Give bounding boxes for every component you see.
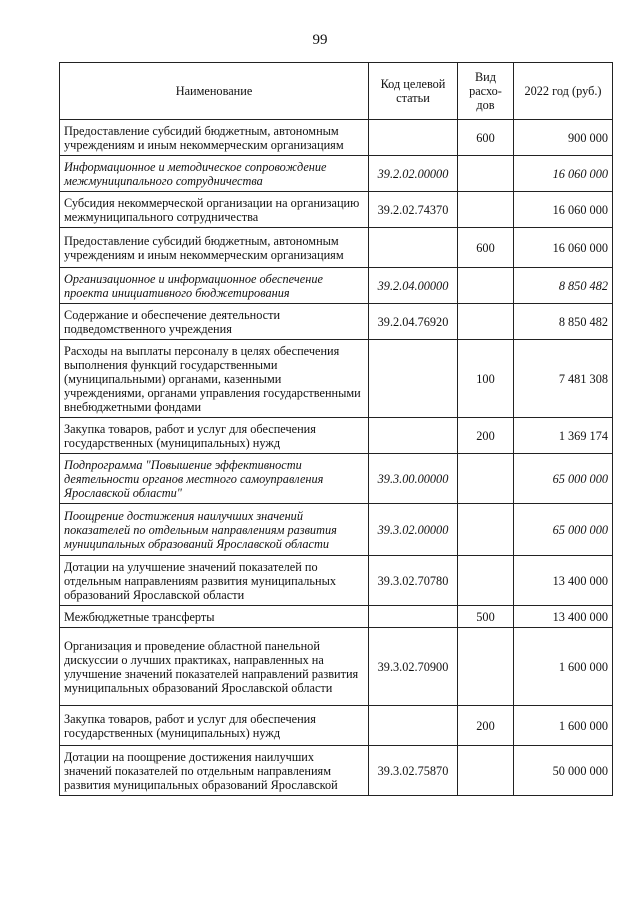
row-expense-type-cell [458, 504, 514, 556]
table-row [60, 606, 613, 628]
row-name-cell: Информационное и методическое сопровождение межмуниципального сотрудничества [60, 156, 369, 192]
row-name-cell: Субсидия некоммерческой организации на организацию межмуниципального сотрудничества [60, 192, 369, 228]
row-expense-type-cell: 200 [458, 418, 514, 454]
row-amount-cell: 65 000 000 [514, 504, 613, 556]
row-code-cell: 39.3.00.00000 [369, 454, 458, 504]
table-header-row [60, 63, 613, 120]
row-name-cell: Подпрограмма "Повышение эффективности деятельности органов местного самоуправления Ярославской области" [60, 454, 369, 504]
table-body [60, 120, 613, 796]
row-amount-cell: 16 060 000 [514, 228, 613, 268]
row-amount-cell: 7 481 308 [514, 340, 613, 418]
row-name-cell: Организационное и информационное обеспечение проекта инициативного бюджетирования [60, 268, 369, 304]
table-row [60, 156, 613, 192]
row-expense-type-cell [458, 192, 514, 228]
row-name-cell: Межбюджетные трансферты [60, 606, 369, 628]
row-amount-cell: 50 000 000 [514, 746, 613, 796]
header-amount-2022: 2022 год (руб.) [514, 63, 613, 120]
row-code-cell: 39.2.04.00000 [369, 268, 458, 304]
row-expense-type-cell: 600 [458, 228, 514, 268]
row-code-cell: 39.2.02.74370 [369, 192, 458, 228]
table-row [60, 268, 613, 304]
row-name-cell: Организация и проведение областной панельной дискуссии о лучших практиках, направленных на улучшение значений показателей направлений развития муниципальных образований Ярославской области [60, 628, 369, 706]
table-row [60, 556, 613, 606]
row-amount-cell: 65 000 000 [514, 454, 613, 504]
row-code-cell: 39.3.02.70780 [369, 556, 458, 606]
row-expense-type-cell [458, 628, 514, 706]
table-row [60, 304, 613, 340]
row-expense-type-cell [458, 156, 514, 192]
row-name-cell: Закупка товаров, работ и услуг для обеспечения государственных (муниципальных) нужд [60, 418, 369, 454]
row-code-cell [369, 706, 458, 746]
row-expense-type-cell [458, 556, 514, 606]
budget-table [59, 62, 613, 796]
table-row [60, 706, 613, 746]
row-name-cell: Предоставление субсидий бюджетным, автономным учреждениям и иным некоммерческим организациям [60, 228, 369, 268]
table-row [60, 628, 613, 706]
row-name-cell: Дотации на поощрение достижения наилучших значений показателей по отдельным направлениям развития муниципальных образований Ярославской [60, 746, 369, 796]
table-row [60, 746, 613, 796]
row-expense-type-cell [458, 454, 514, 504]
row-amount-cell: 1 369 174 [514, 418, 613, 454]
table-row [60, 340, 613, 418]
row-code-cell: 39.2.04.76920 [369, 304, 458, 340]
row-expense-type-cell [458, 746, 514, 796]
row-code-cell [369, 418, 458, 454]
row-name-cell: Расходы на выплаты персоналу в целях обеспечения выполнения функций государственными (муниципальными) органами, казенными учреждениями, органами управления государственными внебюджетными фондами [60, 340, 369, 418]
row-code-cell [369, 120, 458, 156]
row-amount-cell: 8 850 482 [514, 268, 613, 304]
row-amount-cell: 1 600 000 [514, 706, 613, 746]
row-amount-cell: 16 060 000 [514, 192, 613, 228]
row-name-cell: Закупка товаров, работ и услуг для обеспечения государственных (муниципальных) нужд [60, 706, 369, 746]
row-code-cell [369, 228, 458, 268]
row-amount-cell: 8 850 482 [514, 304, 613, 340]
row-code-cell [369, 606, 458, 628]
header-name: Наименование [60, 63, 369, 120]
row-name-cell: Поощрение достижения наилучших значений показателей по отдельным направлениям развития муниципальных образований Ярославской области [60, 504, 369, 556]
table-row [60, 192, 613, 228]
row-code-cell: 39.2.02.00000 [369, 156, 458, 192]
row-name-cell: Предоставление субсидий бюджетным, автономным учреждениям и иным некоммерческим организациям [60, 120, 369, 156]
row-name-cell: Содержание и обеспечение деятельности подведомственного учреждения [60, 304, 369, 340]
row-name-cell: Дотации на улучшение значений показателей по отдельным направлениям развития муниципальных образований Ярославской области [60, 556, 369, 606]
row-expense-type-cell [458, 304, 514, 340]
row-amount-cell: 1 600 000 [514, 628, 613, 706]
row-expense-type-cell: 200 [458, 706, 514, 746]
header-expense-type: Вид расхо-дов [458, 63, 514, 120]
row-code-cell: 39.3.02.70900 [369, 628, 458, 706]
row-code-cell: 39.3.02.00000 [369, 504, 458, 556]
table-row [60, 120, 613, 156]
row-expense-type-cell: 500 [458, 606, 514, 628]
header-code: Код целевой статьи [369, 63, 458, 120]
page-number: 99 [312, 32, 328, 48]
table-row [60, 418, 613, 454]
row-expense-type-cell: 100 [458, 340, 514, 418]
row-code-cell [369, 340, 458, 418]
table-row [60, 504, 613, 556]
row-amount-cell: 16 060 000 [514, 156, 613, 192]
table-row [60, 228, 613, 268]
table-row [60, 454, 613, 504]
row-amount-cell: 13 400 000 [514, 606, 613, 628]
row-expense-type-cell: 600 [458, 120, 514, 156]
row-amount-cell: 13 400 000 [514, 556, 613, 606]
row-code-cell: 39.3.02.75870 [369, 746, 458, 796]
row-amount-cell: 900 000 [514, 120, 613, 156]
row-expense-type-cell [458, 268, 514, 304]
